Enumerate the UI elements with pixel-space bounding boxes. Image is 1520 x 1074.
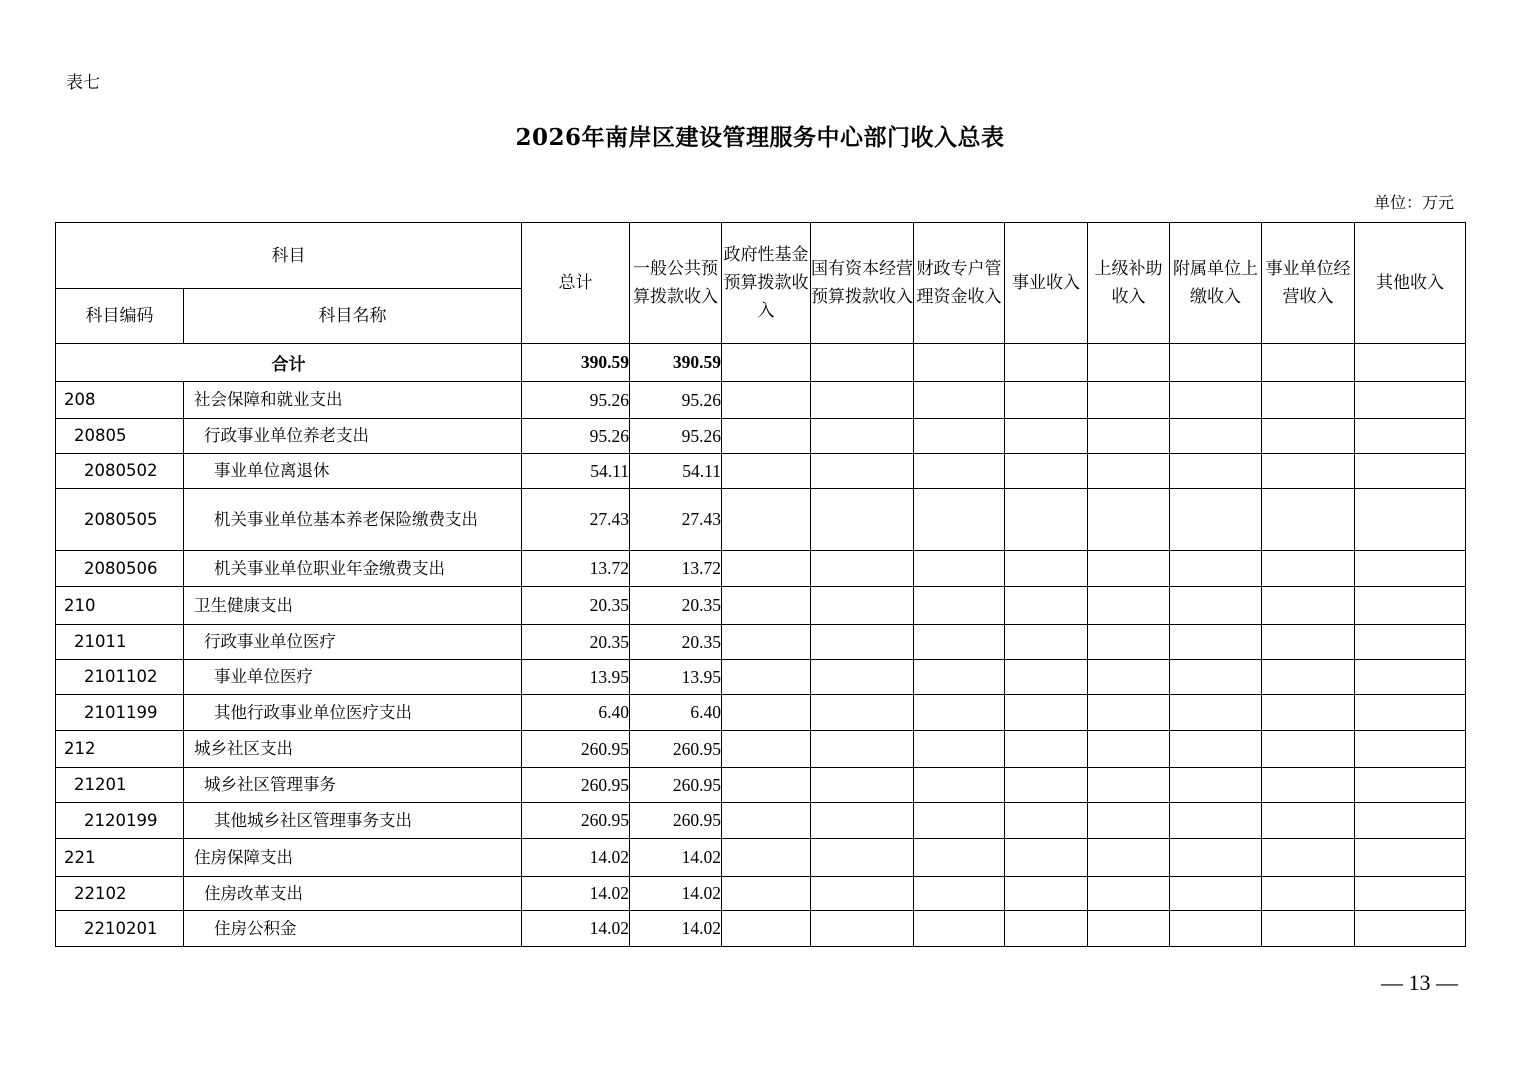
empty-cell xyxy=(1005,731,1088,768)
empty-cell xyxy=(811,382,914,419)
header-subject: 科目 xyxy=(56,223,522,289)
table-row xyxy=(56,454,1466,489)
table-row xyxy=(56,768,1466,803)
income-summary-table xyxy=(55,222,1466,947)
empty-cell xyxy=(1170,419,1262,454)
empty-cell xyxy=(811,731,914,768)
subject-name: 社会保障和就业支出 xyxy=(184,382,522,419)
empty-cell xyxy=(1262,454,1355,489)
empty-cell xyxy=(1355,454,1466,489)
empty-cell xyxy=(1170,625,1262,660)
empty-cell xyxy=(914,551,1005,587)
row-total: 20.35 xyxy=(522,587,630,625)
empty-cell xyxy=(722,731,811,768)
header-other-income: 其他收入 xyxy=(1355,223,1466,344)
header-gov-fund: 政府性基金预算拨款收入 xyxy=(722,223,811,344)
empty-cell xyxy=(722,382,811,419)
empty-cell xyxy=(1005,489,1088,551)
row-general-budget: 6.40 xyxy=(630,695,722,731)
row-total: 27.43 xyxy=(522,489,630,551)
empty-cell xyxy=(1262,768,1355,803)
subject-code: 20805 xyxy=(56,419,184,454)
empty-cell xyxy=(1088,625,1170,660)
subject-name: 行政事业单位医疗 xyxy=(184,625,522,660)
empty-cell xyxy=(1170,911,1262,947)
table-row xyxy=(56,419,1466,454)
header-fiscal-special: 财政专户管理资金收入 xyxy=(914,223,1005,344)
header-total: 总计 xyxy=(522,223,630,344)
row-general-budget: 20.35 xyxy=(630,625,722,660)
empty-cell xyxy=(1005,382,1088,419)
subject-code: 2101102 xyxy=(56,660,184,695)
empty-cell xyxy=(1088,489,1170,551)
empty-cell xyxy=(722,803,811,839)
empty-cell xyxy=(722,660,811,695)
document-title: 2026年南岸区建设管理服务中心部门收入总表 xyxy=(515,124,1005,151)
table-row xyxy=(56,489,1466,551)
header-general-budget: 一般公共预算拨款收入 xyxy=(630,223,722,344)
empty-cell xyxy=(1088,551,1170,587)
table-row xyxy=(56,382,1466,419)
empty-cell xyxy=(1088,877,1170,911)
empty-cell xyxy=(1262,839,1355,877)
subject-code: 21201 xyxy=(56,768,184,803)
table-number-label: 表七 xyxy=(66,73,100,93)
header-subject-name: 科目名称 xyxy=(184,289,522,344)
empty-cell xyxy=(1355,877,1466,911)
empty-cell xyxy=(914,911,1005,947)
row-total: 95.26 xyxy=(522,419,630,454)
empty-cell xyxy=(1170,695,1262,731)
empty-cell xyxy=(1262,551,1355,587)
empty-cell xyxy=(1170,660,1262,695)
empty-cell xyxy=(811,489,914,551)
empty-cell xyxy=(1170,382,1262,419)
row-total: 260.95 xyxy=(522,803,630,839)
empty-cell xyxy=(1355,731,1466,768)
row-total: 20.35 xyxy=(522,625,630,660)
subject-code: 221 xyxy=(56,839,184,877)
header-superior-subsidy: 上级补助收入 xyxy=(1088,223,1170,344)
empty-cell xyxy=(1005,454,1088,489)
empty-cell xyxy=(1355,660,1466,695)
subject-name: 卫生健康支出 xyxy=(184,587,522,625)
empty-cell xyxy=(1355,803,1466,839)
row-general-budget: 260.95 xyxy=(630,731,722,768)
empty-cell xyxy=(811,695,914,731)
empty-cell xyxy=(1005,419,1088,454)
empty-cell xyxy=(1355,551,1466,587)
empty-cell xyxy=(1262,625,1355,660)
empty-cell xyxy=(1005,877,1088,911)
empty-cell xyxy=(914,803,1005,839)
subject-name: 机关事业单位职业年金缴费支出 xyxy=(184,551,522,587)
empty-cell xyxy=(1088,803,1170,839)
empty-cell xyxy=(722,911,811,947)
empty-cell xyxy=(722,587,811,625)
empty-cell xyxy=(811,768,914,803)
row-general-budget: 260.95 xyxy=(630,803,722,839)
table-row xyxy=(56,731,1466,768)
row-general-budget: 54.11 xyxy=(630,454,722,489)
empty-cell xyxy=(914,660,1005,695)
empty-cell xyxy=(914,768,1005,803)
empty-cell xyxy=(1005,587,1088,625)
header-unit-operating: 事业单位经营收入 xyxy=(1262,223,1355,344)
row-general-budget: 95.26 xyxy=(630,382,722,419)
row-general-budget: 20.35 xyxy=(630,587,722,625)
empty-cell xyxy=(1262,911,1355,947)
empty-cell xyxy=(1088,768,1170,803)
empty-cell xyxy=(1088,695,1170,731)
table-row xyxy=(56,660,1466,695)
table-row xyxy=(56,911,1466,947)
empty-cell xyxy=(1262,803,1355,839)
row-total: 6.40 xyxy=(522,695,630,731)
total-amount: 390.59 xyxy=(522,344,630,382)
empty-cell xyxy=(1355,587,1466,625)
row-general-budget: 14.02 xyxy=(630,911,722,947)
empty-cell xyxy=(811,419,914,454)
empty-cell xyxy=(722,551,811,587)
empty-cell xyxy=(811,454,914,489)
subject-name: 机关事业单位基本养老保险缴费支出 xyxy=(184,489,522,551)
row-total: 14.02 xyxy=(522,877,630,911)
empty-cell xyxy=(811,625,914,660)
subject-code: 2210201 xyxy=(56,911,184,947)
empty-cell xyxy=(1170,551,1262,587)
empty-cell xyxy=(1262,660,1355,695)
empty-cell xyxy=(1170,768,1262,803)
row-total: 13.95 xyxy=(522,660,630,695)
empty-cell xyxy=(1088,660,1170,695)
subject-name: 城乡社区管理事务 xyxy=(184,768,522,803)
subject-name: 住房保障支出 xyxy=(184,839,522,877)
row-total: 13.72 xyxy=(522,551,630,587)
empty-cell xyxy=(1355,419,1466,454)
subject-code: 210 xyxy=(56,587,184,625)
header-affiliated-remit: 附属单位上缴收入 xyxy=(1170,223,1262,344)
table-row xyxy=(56,695,1466,731)
empty-cell xyxy=(722,489,811,551)
empty-cell xyxy=(1088,382,1170,419)
empty-cell xyxy=(1262,489,1355,551)
empty-cell xyxy=(1088,419,1170,454)
empty-cell xyxy=(722,419,811,454)
empty-cell xyxy=(1088,731,1170,768)
empty-cell xyxy=(722,877,811,911)
empty-cell xyxy=(722,768,811,803)
subject-name: 事业单位离退休 xyxy=(184,454,522,489)
empty-cell xyxy=(914,419,1005,454)
table-row xyxy=(56,877,1466,911)
page-number: — 13 — xyxy=(1381,970,1458,995)
header-subject-code: 科目编码 xyxy=(56,289,184,344)
empty-cell xyxy=(914,695,1005,731)
empty-cell xyxy=(1170,587,1262,625)
table-row xyxy=(56,551,1466,587)
empty-cell xyxy=(1170,803,1262,839)
empty-cell xyxy=(811,839,914,877)
row-general-budget: 95.26 xyxy=(630,419,722,454)
empty-cell xyxy=(1355,768,1466,803)
empty-cell xyxy=(1005,551,1088,587)
empty-cell xyxy=(1005,911,1088,947)
empty-cell xyxy=(1170,489,1262,551)
empty-cell xyxy=(1355,489,1466,551)
empty-cell xyxy=(1355,695,1466,731)
empty-cell xyxy=(1088,454,1170,489)
total-label: 合计 xyxy=(56,344,522,382)
header-state-capital: 国有资本经营预算拨款收入 xyxy=(811,223,914,344)
subject-code: 2080502 xyxy=(56,454,184,489)
empty-cell xyxy=(722,454,811,489)
empty-cell xyxy=(914,877,1005,911)
empty-cell xyxy=(1170,454,1262,489)
empty-cell xyxy=(1262,587,1355,625)
table-row xyxy=(56,839,1466,877)
subject-code: 21011 xyxy=(56,625,184,660)
subject-code: 2120199 xyxy=(56,803,184,839)
empty-cell xyxy=(1262,731,1355,768)
row-general-budget: 14.02 xyxy=(630,877,722,911)
empty-cell xyxy=(914,382,1005,419)
empty-cell xyxy=(1088,911,1170,947)
empty-cell xyxy=(914,489,1005,551)
empty-cell xyxy=(722,695,811,731)
subject-code: 212 xyxy=(56,731,184,768)
subject-code: 22102 xyxy=(56,877,184,911)
empty-cell xyxy=(811,803,914,839)
subject-code: 2080506 xyxy=(56,551,184,587)
row-total: 54.11 xyxy=(522,454,630,489)
empty-cell xyxy=(914,839,1005,877)
header-business-income: 事业收入 xyxy=(1005,223,1088,344)
empty-cell xyxy=(1005,695,1088,731)
empty-cell xyxy=(811,551,914,587)
subject-name: 其他城乡社区管理事务支出 xyxy=(184,803,522,839)
empty-cell xyxy=(1005,625,1088,660)
empty-cell xyxy=(1262,695,1355,731)
row-total: 260.95 xyxy=(522,768,630,803)
empty-cell xyxy=(914,587,1005,625)
subject-name: 事业单位医疗 xyxy=(184,660,522,695)
unit-label: 单位：万元 xyxy=(1373,193,1454,212)
empty-cell xyxy=(1170,731,1262,768)
empty-cell xyxy=(1262,419,1355,454)
table-row xyxy=(56,625,1466,660)
table-row xyxy=(56,587,1466,625)
empty-cell xyxy=(1005,660,1088,695)
empty-cell xyxy=(1262,382,1355,419)
empty-cell xyxy=(811,587,914,625)
row-general-budget: 260.95 xyxy=(630,768,722,803)
empty-cell xyxy=(1262,877,1355,911)
empty-cell xyxy=(811,877,914,911)
row-general-budget: 13.72 xyxy=(630,551,722,587)
subject-name: 行政事业单位养老支出 xyxy=(184,419,522,454)
row-total: 260.95 xyxy=(522,731,630,768)
subject-name: 住房公积金 xyxy=(184,911,522,947)
empty-cell xyxy=(914,731,1005,768)
empty-cell xyxy=(1355,911,1466,947)
empty-cell xyxy=(1088,839,1170,877)
empty-cell xyxy=(722,625,811,660)
empty-cell xyxy=(1355,625,1466,660)
table-row xyxy=(56,803,1466,839)
row-general-budget: 27.43 xyxy=(630,489,722,551)
empty-cell xyxy=(722,839,811,877)
total-general-amount: 390.59 xyxy=(630,344,722,382)
empty-cell xyxy=(1355,382,1466,419)
subject-name: 其他行政事业单位医疗支出 xyxy=(184,695,522,731)
row-general-budget: 14.02 xyxy=(630,839,722,877)
empty-cell xyxy=(914,454,1005,489)
subject-name: 城乡社区支出 xyxy=(184,731,522,768)
row-total: 14.02 xyxy=(522,839,630,877)
empty-cell xyxy=(1170,877,1262,911)
empty-cell xyxy=(1005,768,1088,803)
empty-cell xyxy=(1005,803,1088,839)
empty-cell xyxy=(811,660,914,695)
row-total: 14.02 xyxy=(522,911,630,947)
subject-code: 2080505 xyxy=(56,489,184,551)
total-row xyxy=(56,344,1466,382)
empty-cell xyxy=(811,911,914,947)
empty-cell xyxy=(1170,839,1262,877)
subject-code: 208 xyxy=(56,382,184,419)
subject-name: 住房改革支出 xyxy=(184,877,522,911)
row-total: 95.26 xyxy=(522,382,630,419)
row-general-budget: 13.95 xyxy=(630,660,722,695)
subject-code: 2101199 xyxy=(56,695,184,731)
empty-cell xyxy=(1005,839,1088,877)
empty-cell xyxy=(1355,839,1466,877)
empty-cell xyxy=(914,625,1005,660)
empty-cell xyxy=(1088,587,1170,625)
